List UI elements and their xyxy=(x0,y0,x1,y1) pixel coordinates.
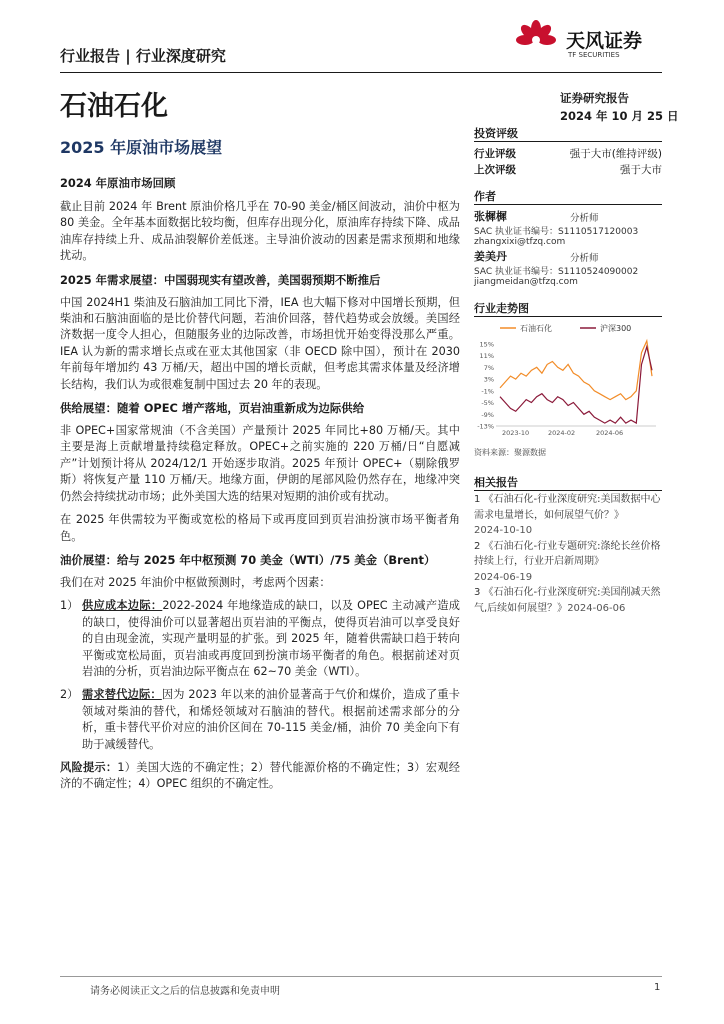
related-date: 2024-06-06 xyxy=(567,602,626,614)
risk-text: 1）美国大选的不确定性；2）替代能源价格的不确定性；3）宏观经济的不确定性；4）OPEC 组织的不确定性。 xyxy=(60,760,460,791)
risk-head: 风险提示： xyxy=(60,760,118,774)
author-role: 分析师 xyxy=(570,213,599,224)
author-name: 张樨樨 xyxy=(474,210,507,223)
list-head: 需求替代边际： xyxy=(82,688,162,702)
divider xyxy=(474,490,662,491)
section-paragraph: 截止目前 2024 年 Brent 原油价格几乎在 70-90 美金/桶区间波动，油价中枢为 80 美金。全年基本面数据比较均衡，但库存出现分化，原油库存持续下降、成品油库存持续上升、成品油裂解价差低迷。主导油价波动的因素是需求预期和地缘扰动。 xyxy=(60,200,460,263)
chart-source: 资料来源：聚源数据 xyxy=(474,448,546,457)
divider xyxy=(474,204,662,205)
company-logo xyxy=(512,18,672,63)
list-number: 2） xyxy=(60,688,79,702)
series-line xyxy=(500,347,652,423)
related-item[interactable]: 1 《石油石化-行业深度研究:美国数据中心需求电量增长，如何展望气价？》 xyxy=(474,494,661,521)
author-card xyxy=(474,248,662,287)
author-sac: SAC 执业证书编号：S1110517120003 xyxy=(474,227,639,237)
related-list xyxy=(474,492,662,616)
y-tick-label: 11% xyxy=(479,352,494,361)
author-email[interactable]: zhangxixi@tfzq.com xyxy=(474,237,566,247)
report-type: 证券研究报告 xyxy=(560,91,629,105)
divider xyxy=(474,141,662,142)
rating-heading: 投资评级 xyxy=(474,127,518,140)
legend-label: 石油石化 xyxy=(520,324,552,333)
related-heading: 相关报告 xyxy=(474,476,518,489)
divider xyxy=(474,316,662,317)
section-heading: 2024 年原油市场回顾 xyxy=(60,176,176,190)
x-tick-label: 2024-06 xyxy=(596,429,624,437)
list-item xyxy=(60,687,460,753)
y-tick-label: 3% xyxy=(483,375,494,384)
section-paragraph: 中国 2024H1 柴油及石脑油加工同比下滑，IEA 也大幅下修对中国增长预期，但柴油和石脑油面临的是比价替代问题，若油价回落，替代趋势或会放缓。美国经济数据一度令人担心，但随服务业的边际改善，市场担忧开始变得没那么严重。IEA 认为新的需求增长点或在亚太其他国家（非 OECD 除中国），预计在 2030 年前每年增加约 43 万桶/天，超出中国的增长贡献，但考虑其需求体量及经济增长结构，我们认为或很难复制中国过去 20 年的表现。 xyxy=(60,295,460,391)
y-tick-label: -9% xyxy=(481,410,494,419)
list-body: 2022-2024 年地缘造成的缺口，以及 OPEC 主动减产造成的缺口，使得油价可以显著超出页岩油的平衡点，使得页岩油可以享受良好的自由现金流，实现产量明显的扩张。到 2025 年，随着供需缺口趋于转向平衡或宽松局面，页岩油或再度回到扮演市场平衡者的角色。根据前述对页岩油的分析，页岩油边际平衡点在 62~70 美金（WTI）。 xyxy=(82,599,460,678)
y-tick-label: 15% xyxy=(479,340,494,349)
list-text xyxy=(82,598,460,680)
logo-name: 天风证券 xyxy=(566,30,643,52)
report-title: 2025 年原油市场展望 xyxy=(60,138,223,157)
page-number: 1 xyxy=(654,982,661,993)
related-item-text: 3 《石油石化-行业深度研究:美国削减天然气,后续如何展望？》 xyxy=(474,587,661,614)
related-date: 2024-10-10 xyxy=(474,525,533,536)
section-heading: 供给展望：随着 OPEC 增产落地，页岩油重新成为边际供给 xyxy=(60,401,365,416)
author-name: 姜美丹 xyxy=(474,250,507,263)
y-tick-label: -5% xyxy=(481,399,494,408)
list-text xyxy=(82,687,460,753)
risk-warning xyxy=(60,760,460,793)
author-role: 分析师 xyxy=(570,253,599,264)
section-heading: 油价展望：给与 2025 年中枢预测 70 美金（WTI）/75 美金（Brent） xyxy=(60,552,436,567)
section-paragraph: 我们在对 2025 年油价中枢做预测时，考虑两个因素： xyxy=(60,575,331,589)
chart-heading: 行业走势图 xyxy=(474,302,529,315)
previous-rating-value: 强于大市 xyxy=(620,164,662,176)
header-divider xyxy=(60,72,662,73)
list-item xyxy=(60,598,460,680)
previous-rating-label: 上次评级 xyxy=(474,164,516,176)
flower-logo-icon xyxy=(512,18,560,63)
footer-divider xyxy=(60,976,662,977)
related-date: 2024-06-19 xyxy=(474,571,533,583)
section-paragraph: 在 2025 年供需较为平衡或宽松的格局下或再度回到页岩油扮演市场平衡者角色。 xyxy=(60,513,460,543)
list-number: 1） xyxy=(60,599,79,613)
industry-rating-value: 强于大市(维持评级) xyxy=(569,148,662,160)
x-tick-label: 2023-10 xyxy=(502,429,530,437)
related-item[interactable] xyxy=(474,585,662,616)
section-heading: 2025 年需求展望：中国弱现实有望改善，美国弱预期不断推后 xyxy=(60,272,381,287)
author-email[interactable]: jiangmeidan@tfzq.com xyxy=(474,277,578,287)
list-head: 供应成本边际： xyxy=(82,599,163,613)
list-body: 因为 2023 年以来的油价显著高于气价和煤价，造成了重卡领域对柴油的替代，和烯烃领域对石脑油的替代。根据前述需求部分的分析，重卡替代平价对应的油价区间在 70-115 美金/桶，油价 70 美金向下有助于减缓替代。 xyxy=(82,688,460,751)
footer-disclaimer: 请务必阅读正文之后的信息披露和免责申明 xyxy=(90,986,280,997)
industry-rating-label: 行业评级 xyxy=(474,148,516,160)
x-tick-label: 2024-02 xyxy=(548,429,576,437)
author-sac: SAC 执业证书编号：S1110524090002 xyxy=(474,267,639,277)
report-date: 2024 年 10 月 25 日 xyxy=(560,109,679,123)
y-tick-label: 7% xyxy=(483,363,494,372)
sector-title: 石油石化 xyxy=(60,91,168,122)
logo-subtitle: TF SECURITIES xyxy=(568,51,620,59)
industry-trend-chart xyxy=(474,320,662,440)
section-paragraph: 非 OPEC+国家常规油（不含美国）产量预计 2025 年同比+80 万桶/天。其中主要是海上贡献增量持续稳定释放。OPEC+之前实施的 220 万桶/日“自愿减产”计划预计将从 2024/12/1 开始逐步取消。2025 年预计 OPEC+（剔除俄罗斯）将恢复产量 110 万桶/天。地缘方面，伊朗的尾部风险仍然存在，地缘冲突仍然会持续扰动市场；此外美国大选的结果对短期的油价或有扰动。 xyxy=(60,424,460,503)
report-category: 行业报告 | 行业深度研究 xyxy=(60,47,226,65)
series-line xyxy=(500,341,652,400)
main-body xyxy=(60,175,460,793)
related-item[interactable]: 2 《石油石化-行业专题研究:涤纶长丝价格持续上行，行业开启新周期》 xyxy=(474,540,661,567)
author-card xyxy=(474,208,662,247)
y-tick-label: -1% xyxy=(481,387,494,396)
y-tick-label: -13% xyxy=(477,422,494,431)
legend-label: 沪深300 xyxy=(600,324,632,333)
authors-heading: 作者 xyxy=(474,190,496,203)
